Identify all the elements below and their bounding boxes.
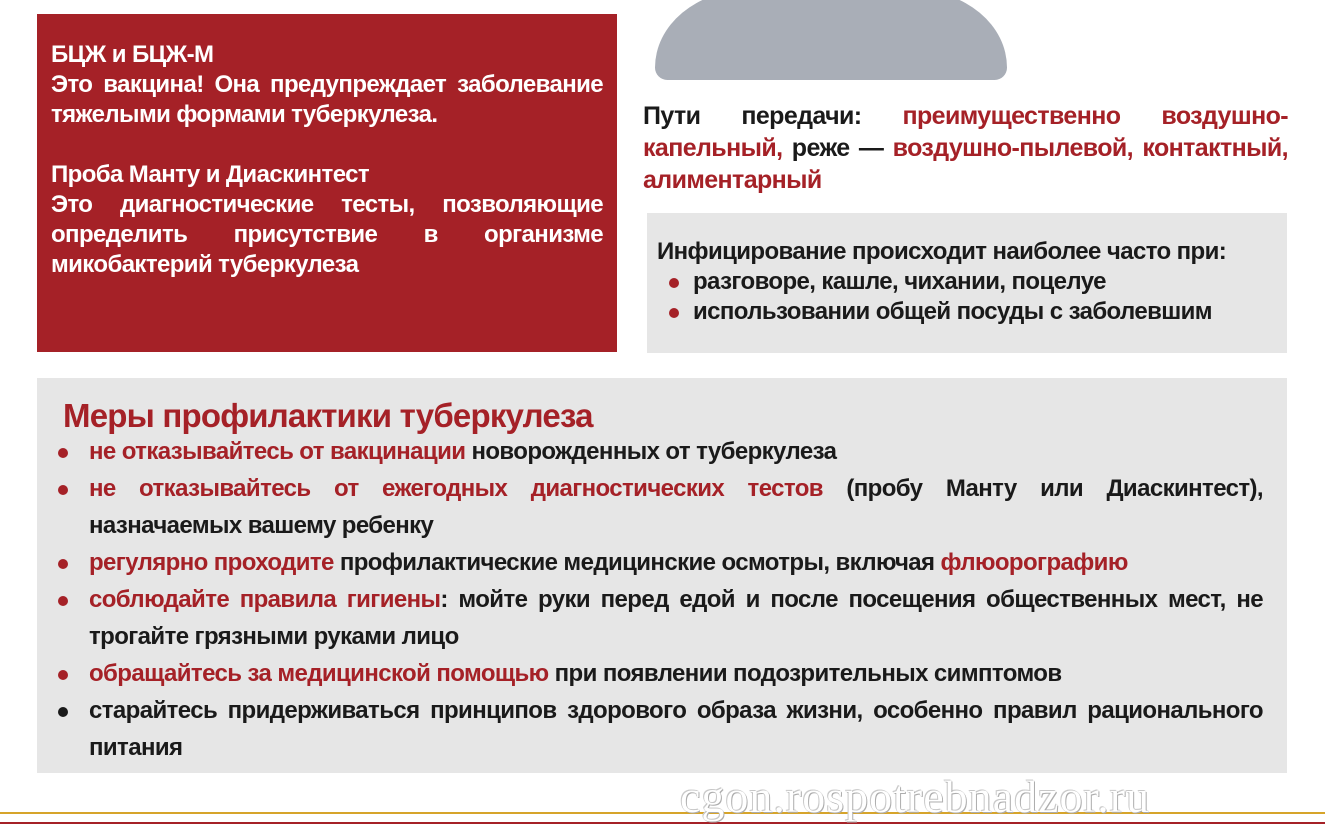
list-item: регулярно проходите профилактические медицинские осмотры, включая флюорографию: [55, 544, 1263, 581]
list-item: не отказывайтесь от ежегодных диагностических тестов (пробу Манту или Диаскинтест), назначаемых вашему ребенку: [55, 470, 1263, 544]
site-watermark: cgon.rospotrebnadzor.ru: [680, 771, 1151, 822]
prevention-title: Меры профилактики туберкулеза: [63, 397, 593, 434]
bullet-icon: [58, 596, 68, 606]
transmission-main: преимущественно воздушно-капельный,: [643, 102, 1288, 162]
bullet-icon: [58, 485, 68, 495]
transmission-other: воздушно-пылевой, контактный, алиментарный: [643, 134, 1288, 194]
bullet-icon: [58, 670, 68, 680]
bullet-icon: [58, 559, 68, 569]
transmission-mid: реже —: [782, 134, 893, 162]
bcg-heading: БЦЖ и БЦЖ-М: [51, 41, 214, 68]
list-item: разговоре, кашле, чихании, поцелуе: [657, 267, 1287, 297]
decorative-dome-shape: [655, 0, 1007, 80]
transmission-paths: [643, 100, 1288, 196]
prevention-box: [37, 378, 1287, 773]
infection-box: [647, 213, 1287, 353]
bullet-icon: [669, 308, 679, 318]
list-item: соблюдайте правила гигиены: мойте руки перед едой и после посещения общественных мест, не трогайте грязными руками лицо: [55, 581, 1263, 655]
list-item: использовании общей посуды с заболевшим: [657, 297, 1287, 327]
vaccine-info-box: [37, 14, 617, 352]
bullet-icon: [669, 278, 679, 288]
list-item: обращайтесь за медицинской помощью при появлении подозрительных симптомов: [55, 655, 1263, 692]
list-item: не отказывайтесь от вакцинации новорожденных от туберкулеза: [55, 433, 1263, 470]
mantoux-text: Это диагностические тесты, позволяющие определить присутствие в организме микобактерий туберкулеза: [51, 191, 603, 278]
infection-title: Инфицирование происходит наиболее часто при:: [657, 238, 1227, 265]
bcg-text: Это вакцина! Она предупреждает заболевание тяжелыми формами туберкулеза.: [51, 71, 603, 128]
list-item: старайтесь придерживаться принципов здорового образа жизни, особенно правил рационального питания: [55, 692, 1263, 766]
bullet-icon: [58, 707, 68, 717]
bullet-icon: [58, 448, 68, 458]
mantoux-heading: Проба Манту и Диаскинтест: [51, 161, 370, 188]
transmission-label: Пути передачи:: [643, 102, 903, 130]
